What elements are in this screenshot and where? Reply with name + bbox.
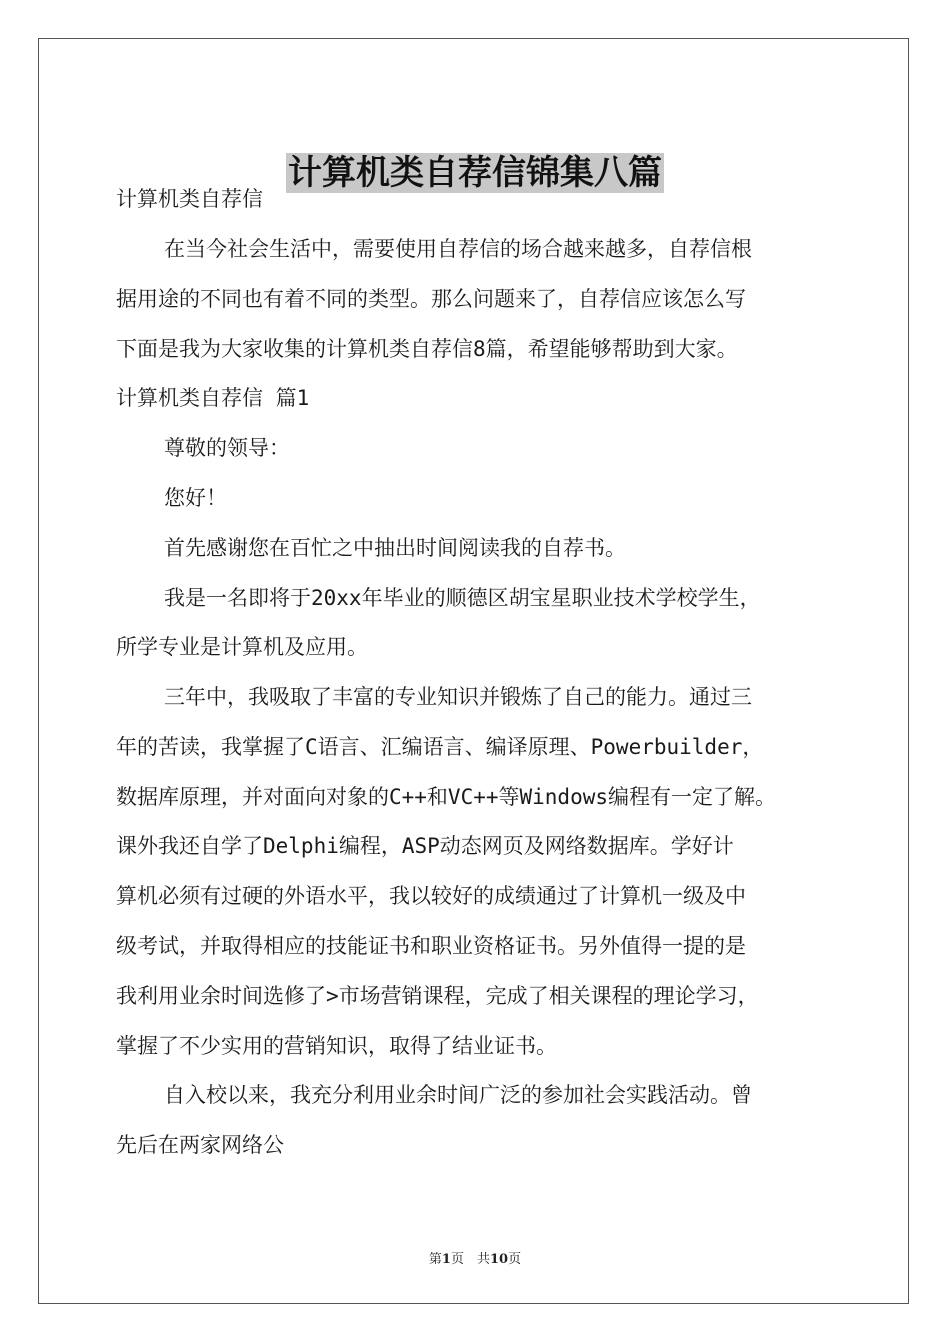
page-border xyxy=(38,38,909,1304)
paragraph-line: 三年中，我吸取了丰富的专业知识并锻炼了自己的能力。通过三 xyxy=(164,685,752,709)
footer-suffix: 页 xyxy=(508,1252,522,1267)
paragraph-line: 下面是我为大家收集的计算机类自荐信8篇，希望能够帮助到大家。 xyxy=(116,337,738,361)
salutation: 尊敬的领导： xyxy=(164,436,290,460)
paragraph-line: 年的苦读，我掌握了C语言、汇编语言、编译原理、Powerbuilder， xyxy=(116,735,764,759)
page-footer xyxy=(0,1248,950,1267)
paragraph-line: 自入校以来，我充分利用业余时间广泛的参加社会实践活动。曾 xyxy=(164,1083,752,1107)
paragraph-line: 算机必须有过硬的外语水平，我以较好的成绩通过了计算机一级及中 xyxy=(116,884,746,908)
paragraph-line: 掌握了不少实用的营销知识，取得了结业证书。 xyxy=(116,1034,557,1058)
paragraph-line: 首先感谢您在百忙之中抽出时间阅读我的自荐书。 xyxy=(164,536,626,560)
total-page-number: 10 xyxy=(489,1252,509,1267)
document-title-text: 计算机类自荐信锦集八篇 xyxy=(288,152,662,193)
footer-mid: 页 共 xyxy=(450,1252,490,1267)
paragraph-line: 我是一名即将于20xx年毕业的顺德区胡宝星职业技术学校学生， xyxy=(164,586,761,610)
paragraph-line: 所学专业是计算机及应用。 xyxy=(116,635,368,659)
paragraph-line: 数据库原理，并对面向对象的C++和VC++等Windows编程有一定了解。 xyxy=(116,785,777,809)
section-heading: 计算机类自荐信 篇1 xyxy=(116,386,310,410)
paragraph-line: 我利用业余时间选修了>市场营销课程，完成了相关课程的理论学习， xyxy=(116,984,759,1008)
current-page-number: 1 xyxy=(441,1252,451,1267)
greeting: 您好！ xyxy=(164,486,227,510)
paragraph-line: 课外我还自学了Delphi编程，ASP动态网页及网络数据库。学好计 xyxy=(116,834,734,858)
paragraph-line: 在当今社会生活中，需要使用自荐信的场合越来越多，自荐信根 xyxy=(164,237,752,261)
paragraph-line: 据用途的不同也有着不同的类型。那么问题来了，自荐信应该怎么写 xyxy=(116,287,746,311)
section-heading: 计算机类自荐信 xyxy=(116,187,263,211)
paragraph-line: 级考试，并取得相应的技能证书和职业资格证书。另外值得一提的是 xyxy=(116,934,746,958)
footer-prefix: 第 xyxy=(428,1252,442,1267)
paragraph-line: 先后在两家网络公 xyxy=(116,1133,284,1157)
